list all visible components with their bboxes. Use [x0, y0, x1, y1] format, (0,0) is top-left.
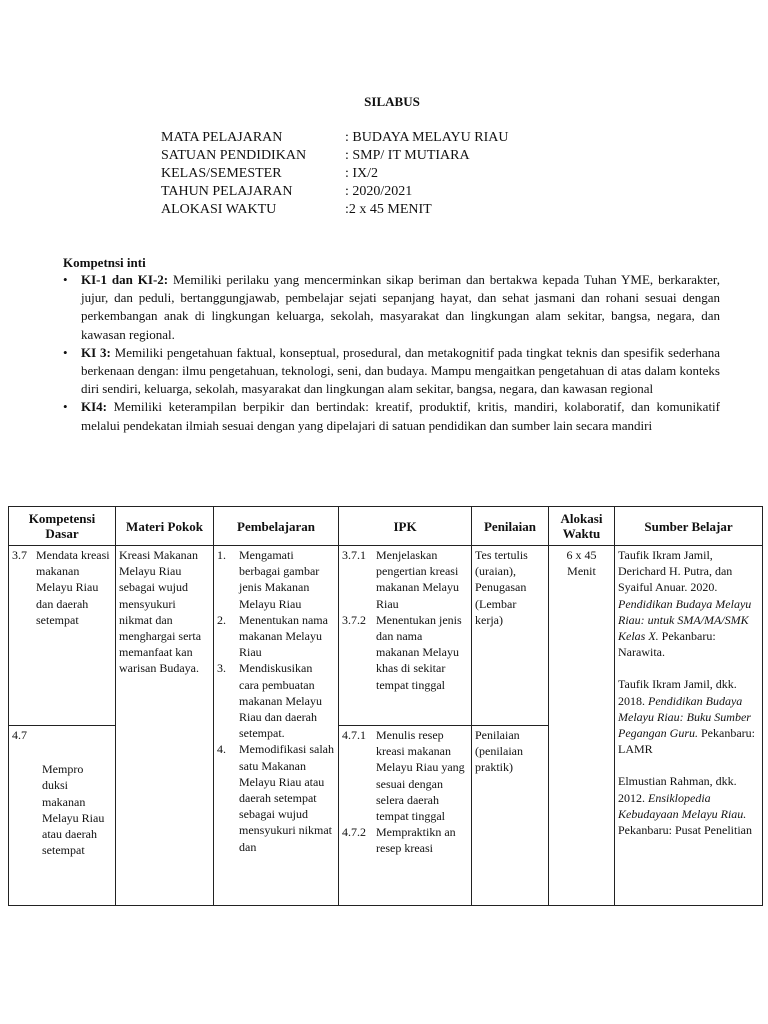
header-materi-pokok: Materi Pokok [116, 507, 214, 546]
header-penilaian: Penilaian [472, 507, 549, 546]
list-item [217, 612, 335, 661]
meta-row [161, 165, 509, 183]
source-publisher: Pekanbaru: Narawita. [618, 629, 716, 660]
meta-key: SATUAN PENDIDIKAN [161, 148, 307, 163]
penilaian-cell [472, 546, 549, 726]
syllabus-metadata [161, 129, 509, 219]
list-item [217, 660, 335, 741]
source-authors: Elmustian Rahman, dkk. 2012. [618, 774, 737, 805]
alokasi-text: 6 x 45 Menit [566, 548, 597, 579]
ipk-item [342, 612, 468, 693]
ipk-cell [339, 726, 472, 906]
source-publisher: Pekanbaru: LAMR [618, 726, 755, 757]
ki-label: KI 3: [81, 344, 111, 360]
source-entry [618, 676, 759, 757]
source-book-title: Pendidikan Budaya Melayu Riau: Buku Sumber Pegangan Guru. [618, 693, 751, 741]
ipk-text: Mempraktikn an resep kreasi [376, 825, 456, 856]
meta-key: MATA PELAJARAN [161, 130, 283, 145]
meta-key: KELAS/SEMESTER [161, 166, 282, 181]
header-alokasi-waktu: Alokasi Waktu [549, 507, 615, 546]
source-entry [618, 547, 759, 660]
source-authors: Taufik Ikram Jamil, Derichard H. Putra, dan Syaiful Anuar. 2020. [618, 548, 733, 595]
ki-label: KI-1 dan KI-2: [81, 272, 169, 287]
kd-cell [9, 726, 116, 906]
ipk-item [342, 824, 468, 856]
list-item [217, 547, 335, 612]
sumber-cell [615, 546, 763, 906]
list-text: Mendiskusikan cara pembuatan makanan Melayu Riau dan daerah setempat. [239, 661, 322, 741]
list-text: Menentukan nama makanan Melayu Riau [239, 612, 328, 660]
penilaian-text: Penilaian (penilaian praktik) [475, 728, 523, 775]
meta-value: : 2020/2021 [345, 184, 413, 199]
list-text: Memodifikasi salah satu Makanan Melayu Riau atau daerah setempat sebagai wujud mensyukuri nikmat dan [239, 742, 334, 854]
bullet-icon: • [63, 272, 68, 287]
table-row [9, 546, 763, 726]
list-text: Mengamati berbagai gambar jenis Makanan Melayu Riau [239, 548, 320, 611]
kompetensi-inti-list [63, 271, 720, 435]
bullet-icon: • [63, 399, 68, 415]
kd-text: Mendata kreasi makanan Melayu Riau dan daerah setempat [36, 548, 110, 627]
source-authors: Taufik Ikram Jamil, dkk. 2018. [618, 677, 737, 708]
kd-number: 3.7 [12, 548, 27, 562]
meta-row [161, 183, 509, 201]
list-item [217, 741, 335, 854]
meta-value: : IX/2 [345, 166, 379, 181]
ki-text: Memiliki perilaku yang mencerminkan sikap beriman dan bertakwa kepada Tuhan YME, berkarakter, jujur, dan peduli, bertanggungjawab, pembelajar sejati sepanjang hayat, dan sehat jasmani dan rohani sesuai dengan perkembangan anak di lingkungan keluarga, sekolah, masyarakat dan lingkungan alam sekitar, bangsa, negara, dan kawasan regional. [81, 272, 720, 342]
kd-text: Mempro duksi makanan Melayu Riau atau daerah setempat [42, 762, 105, 858]
ki-item [63, 398, 720, 434]
source-book-title: Pendidikan Budaya Melayu Riau: untuk SMA/MA/SMK Kelas X. [618, 596, 752, 644]
ki-item [63, 271, 720, 344]
list-number: 2. [217, 612, 226, 627]
ipk-text: Menulis resep kreasi makanan Melayu Riau yang sesuai dengan selera daerah tempat tinggal [376, 728, 465, 824]
pembelajaran-cell [214, 546, 339, 906]
kd-cell [9, 546, 116, 726]
ipk-number: 4.7.2 [342, 825, 366, 840]
list-number: 1. [217, 548, 226, 562]
table-header-row [9, 507, 763, 546]
ipk-number: 3.7.2 [342, 612, 366, 627]
header-kompetensi-dasar: Kompetensi Dasar [9, 507, 116, 546]
header-pembelajaran: Pembelajaran [214, 507, 339, 546]
ipk-item [342, 727, 468, 824]
ipk-text: Menentukan jenis dan nama makanan Melayu khas di sekitar tempat tinggal [376, 612, 462, 692]
penilaian-text: Tes tertulis (uraian), Penugasan (Lembar kerja) [475, 548, 528, 627]
header-sumber-belajar: Sumber Belajar [615, 507, 763, 546]
ki-text: Memiliki pengetahuan faktual, konseptual, prosedural, dan metakognitif pada tingkat teknis dan spesifik sederhana berkenaan dengan: ilmu pengetahuan, teknologi, seni, dan budaya. Mampu mengaitkan pengetahuan di atas dalam konteks diri sendiri, keluarga, sekolah, masyarakat dan lingkungan alam sekitar, bangsa, negara, dan kawasan regional [81, 344, 720, 397]
meta-key: TAHUN PELAJARAN [161, 184, 293, 199]
header-ipk: IPK [339, 507, 472, 546]
ipk-number: 4.7.1 [342, 728, 366, 742]
syllabus-table [8, 506, 763, 906]
materi-text: Kreasi Makanan Melayu Riau sebagai wujud mensyukuri nikmat dan menghargai serta memanfaat kan warisan Budaya. [119, 548, 202, 676]
ki-item [63, 344, 720, 399]
source-publisher: Pekanbaru: Pusat Penelitian [618, 823, 752, 838]
alokasi-cell [549, 546, 615, 906]
meta-row [161, 201, 509, 219]
meta-value: :2 x 45 MENIT [345, 202, 432, 217]
list-number: 4. [217, 742, 226, 757]
meta-row [161, 129, 509, 147]
materi-cell [116, 546, 214, 906]
source-book-title: Ensiklopedia Kebudayaan Melayu Riau. [618, 790, 747, 821]
ipk-number: 3.7.1 [342, 548, 366, 562]
ipk-cell [339, 546, 472, 726]
meta-key: ALOKASI WAKTU [161, 202, 277, 217]
kompetensi-inti-heading: Kompetnsi inti [63, 255, 146, 270]
document-title: SILABUS [364, 94, 420, 109]
ipk-item [342, 547, 468, 612]
ki-text: Memiliki keterampilan berpikir dan bertindak: kreatif, produktif, kritis, mandiri, kolaboratif, dan komunikatif melalui pendekatan ilmiah sesuai dengan yang dipelajari di satuan pendidikan dan sumber lain secara mandiri [81, 399, 720, 433]
meta-value: : SMP/ IT MUTIARA [345, 148, 470, 163]
kd-number: 4.7 [12, 728, 27, 742]
meta-row [161, 147, 509, 165]
bullet-icon: • [63, 344, 68, 360]
ki-label: KI4: [81, 399, 107, 415]
penilaian-cell [472, 726, 549, 906]
source-entry [618, 773, 759, 838]
ipk-text: Menjelaskan pengertian kreasi makanan Melayu Riau [376, 548, 459, 611]
meta-value: : BUDAYA MELAYU RIAU [345, 130, 509, 145]
list-number: 3. [217, 661, 226, 676]
